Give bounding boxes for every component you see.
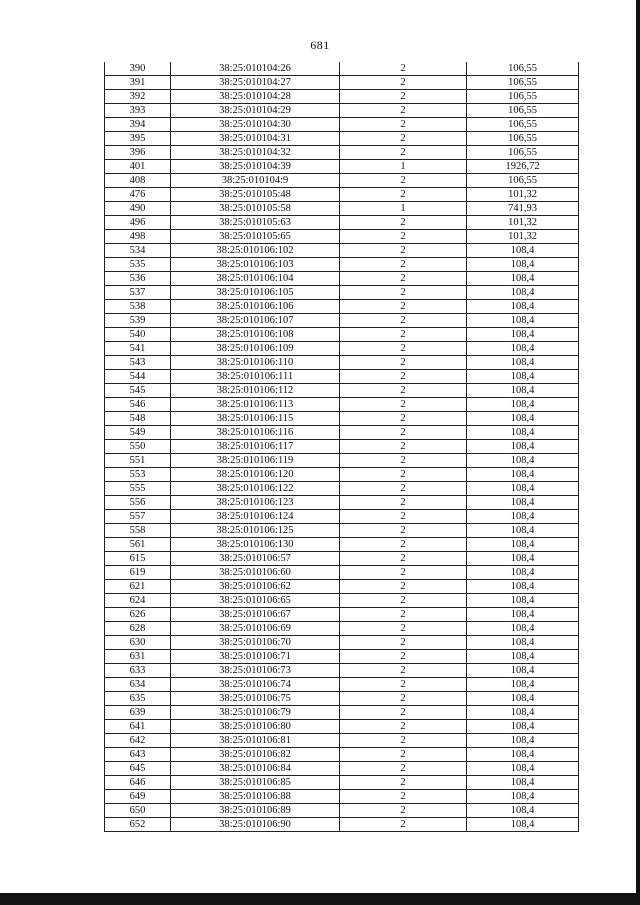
row-number-cell: 621: [105, 580, 171, 594]
count-cell: 2: [340, 776, 467, 790]
table-row: [105, 622, 579, 636]
area-cell: 108,4: [467, 496, 579, 510]
cadastral-number-cell: 38:25:010106:88: [171, 790, 340, 804]
row-number-cell: 541: [105, 342, 171, 356]
cadastral-number-cell: 38:25:010106:62: [171, 580, 340, 594]
area-cell: 108,4: [467, 454, 579, 468]
row-number-cell: 536: [105, 272, 171, 286]
cadastral-number-cell: 38:25:010106:71: [171, 650, 340, 664]
row-number-cell: 408: [105, 174, 171, 188]
count-cell: 2: [340, 454, 467, 468]
area-cell: 741,93: [467, 202, 579, 216]
cadastral-number-cell: 38:25:010106:85: [171, 776, 340, 790]
area-cell: 108,4: [467, 482, 579, 496]
area-cell: 108,4: [467, 258, 579, 272]
row-number-cell: 635: [105, 692, 171, 706]
count-cell: 2: [340, 692, 467, 706]
row-number-cell: 631: [105, 650, 171, 664]
area-cell: 108,4: [467, 370, 579, 384]
area-cell: 106,55: [467, 62, 579, 76]
cadastral-number-cell: 38:25:010106:120: [171, 468, 340, 482]
row-number-cell: 649: [105, 790, 171, 804]
table-row: [105, 706, 579, 720]
table-row: [105, 398, 579, 412]
cadastral-number-cell: 38:25:010106:70: [171, 636, 340, 650]
table-row: [105, 650, 579, 664]
count-cell: 2: [340, 258, 467, 272]
area-cell: 106,55: [467, 104, 579, 118]
row-number-cell: 394: [105, 118, 171, 132]
cadastral-number-cell: 38:25:010106:79: [171, 706, 340, 720]
table-row: [105, 216, 579, 230]
row-number-cell: 476: [105, 188, 171, 202]
count-cell: 2: [340, 328, 467, 342]
table-row: [105, 608, 579, 622]
row-number-cell: 534: [105, 244, 171, 258]
row-number-cell: 535: [105, 258, 171, 272]
cadastral-number-cell: 38:25:010106:69: [171, 622, 340, 636]
row-number-cell: 537: [105, 286, 171, 300]
count-cell: 2: [340, 440, 467, 454]
cadastral-number-cell: 38:25:010105:58: [171, 202, 340, 216]
area-cell: 108,4: [467, 272, 579, 286]
count-cell: 2: [340, 790, 467, 804]
row-number-cell: 633: [105, 664, 171, 678]
cadastral-number-cell: 38:25:010104:30: [171, 118, 340, 132]
cadastral-number-cell: 38:25:010106:65: [171, 594, 340, 608]
cadastral-number-cell: 38:25:010106:125: [171, 524, 340, 538]
cadastral-number-cell: 38:25:010106:105: [171, 286, 340, 300]
area-cell: 106,55: [467, 174, 579, 188]
table-row: [105, 762, 579, 776]
count-cell: 1: [340, 160, 467, 174]
row-number-cell: 544: [105, 370, 171, 384]
row-number-cell: 628: [105, 622, 171, 636]
row-number-cell: 561: [105, 538, 171, 552]
table-row: [105, 552, 579, 566]
count-cell: 2: [340, 636, 467, 650]
table-row: [105, 720, 579, 734]
table-row: [105, 258, 579, 272]
count-cell: 2: [340, 496, 467, 510]
area-cell: 108,4: [467, 608, 579, 622]
row-number-cell: 538: [105, 300, 171, 314]
count-cell: 2: [340, 762, 467, 776]
count-cell: 2: [340, 622, 467, 636]
page-number: 681: [310, 38, 330, 52]
table-row: [105, 538, 579, 552]
cadastral-number-cell: 38:25:010106:107: [171, 314, 340, 328]
table-row: [105, 384, 579, 398]
cadastral-number-cell: 38:25:010106:89: [171, 804, 340, 818]
row-number-cell: 549: [105, 426, 171, 440]
cadastral-number-cell: 38:25:010106:80: [171, 720, 340, 734]
table-row: [105, 566, 579, 580]
cadastral-number-cell: 38:25:010104:27: [171, 76, 340, 90]
table-row: [105, 90, 579, 104]
count-cell: 2: [340, 804, 467, 818]
cadastral-number-cell: 38:25:010104:26: [171, 62, 340, 76]
cadastral-number-cell: 38:25:010106:109: [171, 342, 340, 356]
table-row: [105, 272, 579, 286]
table-row: [105, 286, 579, 300]
row-number-cell: 550: [105, 440, 171, 454]
area-cell: 108,4: [467, 692, 579, 706]
area-cell: 108,4: [467, 790, 579, 804]
cadastral-number-cell: 38:25:010106:60: [171, 566, 340, 580]
count-cell: 2: [340, 342, 467, 356]
area-cell: 108,4: [467, 734, 579, 748]
area-cell: 108,4: [467, 776, 579, 790]
table-row: [105, 440, 579, 454]
row-number-cell: 619: [105, 566, 171, 580]
area-cell: 108,4: [467, 328, 579, 342]
table-row: [105, 678, 579, 692]
area-cell: 106,55: [467, 90, 579, 104]
table-row: [105, 818, 579, 832]
scan-edge-bottom: [0, 893, 640, 905]
table-row: [105, 748, 579, 762]
row-number-cell: 393: [105, 104, 171, 118]
area-cell: 101,32: [467, 230, 579, 244]
area-cell: 108,4: [467, 650, 579, 664]
area-cell: 108,4: [467, 748, 579, 762]
count-cell: 2: [340, 132, 467, 146]
cadastral-number-cell: 38:25:010106:103: [171, 258, 340, 272]
table-row: [105, 664, 579, 678]
count-cell: 2: [340, 426, 467, 440]
area-cell: 108,4: [467, 804, 579, 818]
count-cell: 2: [340, 594, 467, 608]
row-number-cell: 556: [105, 496, 171, 510]
table-row: [105, 510, 579, 524]
row-number-cell: 553: [105, 468, 171, 482]
table-row: [105, 174, 579, 188]
count-cell: 2: [340, 650, 467, 664]
table-row: [105, 188, 579, 202]
cadastral-number-cell: 38:25:010106:102: [171, 244, 340, 258]
count-cell: 2: [340, 90, 467, 104]
count-cell: 2: [340, 580, 467, 594]
table-row: [105, 314, 579, 328]
count-cell: 2: [340, 678, 467, 692]
row-number-cell: 545: [105, 384, 171, 398]
row-number-cell: 643: [105, 748, 171, 762]
area-cell: 108,4: [467, 356, 579, 370]
area-cell: 108,4: [467, 468, 579, 482]
row-number-cell: 624: [105, 594, 171, 608]
row-number-cell: 546: [105, 398, 171, 412]
row-number-cell: 392: [105, 90, 171, 104]
cadastral-number-cell: 38:25:010105:63: [171, 216, 340, 230]
row-number-cell: 650: [105, 804, 171, 818]
area-cell: 108,4: [467, 636, 579, 650]
table-row: [105, 580, 579, 594]
cadastral-number-cell: 38:25:010106:90: [171, 818, 340, 832]
table-row: [105, 76, 579, 90]
table-row: [105, 356, 579, 370]
count-cell: 2: [340, 118, 467, 132]
count-cell: 2: [340, 664, 467, 678]
table-row: [105, 62, 579, 76]
table-row: [105, 160, 579, 174]
cadastral-number-cell: 38:25:010106:67: [171, 608, 340, 622]
row-number-cell: 558: [105, 524, 171, 538]
count-cell: 2: [340, 524, 467, 538]
table-row: [105, 118, 579, 132]
cadastral-number-cell: 38:25:010106:81: [171, 734, 340, 748]
cadastral-number-cell: 38:25:010106:117: [171, 440, 340, 454]
property-table: [104, 62, 579, 832]
table-row: [105, 230, 579, 244]
cadastral-number-cell: 38:25:010106:113: [171, 398, 340, 412]
count-cell: 2: [340, 356, 467, 370]
cadastral-number-cell: 38:25:010106:104: [171, 272, 340, 286]
count-cell: 2: [340, 188, 467, 202]
count-cell: 2: [340, 734, 467, 748]
count-cell: 2: [340, 314, 467, 328]
count-cell: 2: [340, 370, 467, 384]
cadastral-number-cell: 38:25:010106:112: [171, 384, 340, 398]
count-cell: 2: [340, 300, 467, 314]
area-cell: 108,4: [467, 538, 579, 552]
table-row: [105, 300, 579, 314]
area-cell: 108,4: [467, 552, 579, 566]
table-row: [105, 454, 579, 468]
table-row: [105, 804, 579, 818]
cadastral-number-cell: 38:25:010106:123: [171, 496, 340, 510]
area-cell: 108,4: [467, 412, 579, 426]
cadastral-number-cell: 38:25:010106:84: [171, 762, 340, 776]
count-cell: 2: [340, 174, 467, 188]
area-cell: 101,32: [467, 216, 579, 230]
count-cell: 2: [340, 552, 467, 566]
count-cell: 2: [340, 566, 467, 580]
area-cell: 108,4: [467, 342, 579, 356]
count-cell: 2: [340, 244, 467, 258]
cadastral-number-cell: 38:25:010106:124: [171, 510, 340, 524]
area-cell: 108,4: [467, 664, 579, 678]
table-row: [105, 776, 579, 790]
area-cell: 106,55: [467, 146, 579, 160]
area-cell: 108,4: [467, 384, 579, 398]
table-row: [105, 790, 579, 804]
cadastral-number-cell: 38:25:010106:130: [171, 538, 340, 552]
row-number-cell: 639: [105, 706, 171, 720]
cadastral-number-cell: 38:25:010106:111: [171, 370, 340, 384]
table-row: [105, 524, 579, 538]
cadastral-number-cell: 38:25:010106:119: [171, 454, 340, 468]
count-cell: 2: [340, 706, 467, 720]
table-row: [105, 342, 579, 356]
area-cell: 101,32: [467, 188, 579, 202]
row-number-cell: 401: [105, 160, 171, 174]
table-row: [105, 328, 579, 342]
table-row: [105, 244, 579, 258]
area-cell: 108,4: [467, 720, 579, 734]
count-cell: 2: [340, 104, 467, 118]
row-number-cell: 396: [105, 146, 171, 160]
row-number-cell: 543: [105, 356, 171, 370]
row-number-cell: 652: [105, 818, 171, 832]
count-cell: 1: [340, 202, 467, 216]
table-row: [105, 202, 579, 216]
row-number-cell: 642: [105, 734, 171, 748]
area-cell: 108,4: [467, 244, 579, 258]
row-number-cell: 539: [105, 314, 171, 328]
table-row: [105, 132, 579, 146]
row-number-cell: 557: [105, 510, 171, 524]
table-row: [105, 636, 579, 650]
table-row: [105, 104, 579, 118]
table-row: [105, 594, 579, 608]
area-cell: 108,4: [467, 566, 579, 580]
count-cell: 2: [340, 272, 467, 286]
row-number-cell: 390: [105, 62, 171, 76]
count-cell: 2: [340, 286, 467, 300]
cadastral-number-cell: 38:25:010104:28: [171, 90, 340, 104]
count-cell: 2: [340, 384, 467, 398]
area-cell: 1926,72: [467, 160, 579, 174]
table-body: [105, 62, 579, 832]
area-cell: 108,4: [467, 622, 579, 636]
row-number-cell: 496: [105, 216, 171, 230]
row-number-cell: 395: [105, 132, 171, 146]
row-number-cell: 555: [105, 482, 171, 496]
table-row: [105, 412, 579, 426]
area-cell: 108,4: [467, 398, 579, 412]
row-number-cell: 391: [105, 76, 171, 90]
count-cell: 2: [340, 720, 467, 734]
area-cell: 106,55: [467, 132, 579, 146]
row-number-cell: 615: [105, 552, 171, 566]
count-cell: 2: [340, 510, 467, 524]
table-row: [105, 496, 579, 510]
cadastral-number-cell: 38:25:010104:31: [171, 132, 340, 146]
area-cell: 108,4: [467, 510, 579, 524]
count-cell: 2: [340, 482, 467, 496]
row-number-cell: 490: [105, 202, 171, 216]
cadastral-number-cell: 38:25:010106:74: [171, 678, 340, 692]
table-row: [105, 734, 579, 748]
cadastral-number-cell: 38:25:010105:65: [171, 230, 340, 244]
cadastral-number-cell: 38:25:010106:82: [171, 748, 340, 762]
count-cell: 2: [340, 748, 467, 762]
area-cell: 108,4: [467, 706, 579, 720]
cadastral-number-cell: 38:25:010104:29: [171, 104, 340, 118]
count-cell: 2: [340, 76, 467, 90]
area-cell: 108,4: [467, 594, 579, 608]
table-row: [105, 692, 579, 706]
cadastral-number-cell: 38:25:010106:116: [171, 426, 340, 440]
row-number-cell: 646: [105, 776, 171, 790]
row-number-cell: 641: [105, 720, 171, 734]
row-number-cell: 630: [105, 636, 171, 650]
area-cell: 108,4: [467, 426, 579, 440]
count-cell: 2: [340, 216, 467, 230]
count-cell: 2: [340, 398, 467, 412]
row-number-cell: 540: [105, 328, 171, 342]
row-number-cell: 626: [105, 608, 171, 622]
count-cell: 2: [340, 230, 467, 244]
table-row: [105, 468, 579, 482]
area-cell: 108,4: [467, 762, 579, 776]
row-number-cell: 498: [105, 230, 171, 244]
row-number-cell: 551: [105, 454, 171, 468]
cadastral-number-cell: 38:25:010106:108: [171, 328, 340, 342]
count-cell: 2: [340, 468, 467, 482]
count-cell: 2: [340, 818, 467, 832]
cadastral-number-cell: 38:25:010106:73: [171, 664, 340, 678]
cadastral-number-cell: 38:25:010105:48: [171, 188, 340, 202]
cadastral-number-cell: 38:25:010106:122: [171, 482, 340, 496]
area-cell: 108,4: [467, 314, 579, 328]
cadastral-number-cell: 38:25:010106:106: [171, 300, 340, 314]
count-cell: 2: [340, 146, 467, 160]
row-number-cell: 645: [105, 762, 171, 776]
cadastral-number-cell: 38:25:010106:110: [171, 356, 340, 370]
area-cell: 108,4: [467, 524, 579, 538]
cadastral-number-cell: 38:25:010104:39: [171, 160, 340, 174]
cadastral-number-cell: 38:25:010106:57: [171, 552, 340, 566]
table-row: [105, 370, 579, 384]
table-row: [105, 146, 579, 160]
area-cell: 108,4: [467, 580, 579, 594]
row-number-cell: 548: [105, 412, 171, 426]
cadastral-number-cell: 38:25:010106:115: [171, 412, 340, 426]
area-cell: 108,4: [467, 818, 579, 832]
count-cell: 2: [340, 608, 467, 622]
table-row: [105, 482, 579, 496]
area-cell: 108,4: [467, 678, 579, 692]
cadastral-number-cell: 38:25:010106:75: [171, 692, 340, 706]
area-cell: 108,4: [467, 286, 579, 300]
count-cell: 2: [340, 412, 467, 426]
count-cell: 2: [340, 538, 467, 552]
area-cell: 106,55: [467, 118, 579, 132]
row-number-cell: 634: [105, 678, 171, 692]
area-cell: 108,4: [467, 300, 579, 314]
scan-edge-right: [636, 0, 640, 905]
area-cell: 108,4: [467, 440, 579, 454]
count-cell: 2: [340, 62, 467, 76]
table-row: [105, 426, 579, 440]
cadastral-number-cell: 38:25:010104:9: [171, 174, 340, 188]
cadastral-number-cell: 38:25:010104:32: [171, 146, 340, 160]
area-cell: 106,55: [467, 76, 579, 90]
